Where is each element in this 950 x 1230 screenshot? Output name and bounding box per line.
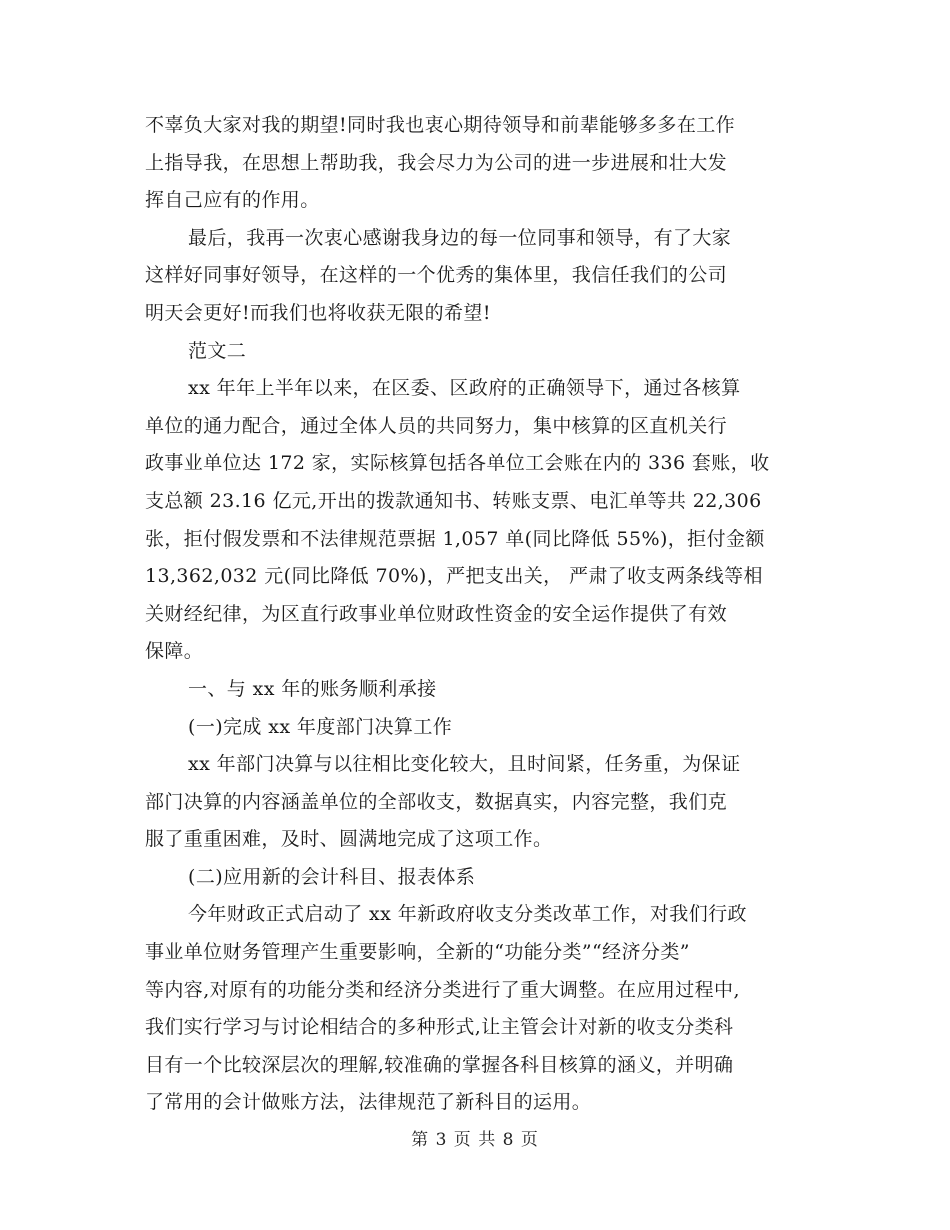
text-line: xx 年部门决算与以往相比变化较大，且时间紧，任务重，为保证 (188, 753, 741, 776)
document-body (145, 107, 815, 1122)
page-number-footer: 第 3 页 共 8 页 (411, 1130, 539, 1150)
text-line: 政事业单位达 172 家，实际核算包括各单位工会账在内的 336 套账，收 (145, 452, 770, 475)
text-line: 不辜负大家对我的期望!同时我也衷心期待领导和前辈能够多多在工作 (145, 114, 736, 136)
text-line: xx 年年上半年以来，在区委、区政府的正确领导下，通过各核算 (188, 377, 741, 400)
text-line: 保障。 (145, 640, 204, 663)
text-line: 单位的通力配合，通过全体人员的共同努力，集中核算的区直机关行 (145, 414, 728, 437)
text-line: 了常用的会计做账方法，法律规范了新科目的运用。 (145, 1091, 592, 1114)
text-line: 支总额 23.16 亿元,开出的拨款通知书、转账支票、电汇单等共 22,306 (145, 489, 762, 512)
text-line: 关财经纪律，为区直行政事业单位财政性资金的安全运作提供了有效 (145, 602, 728, 625)
subsection-heading: (一)完成 xx 年度部门决算工作 (188, 715, 453, 738)
subsection-heading: (二)应用新的会计科目、报表体系 (188, 865, 476, 888)
text-line: 我们实行学习与讨论相结合的多种形式,让主管会计对新的收支分类科 (145, 1016, 734, 1039)
text-line: 最后，我再一次衷心感谢我身边的每一位同事和领导，有了大家 (188, 226, 732, 249)
text-line: 事业单位财务管理产生重要影响，全新的“功能分类”“经济分类” (145, 941, 690, 964)
text-line: 张，拒付假发票和不法律规范票据 1,057 单(同比降低 55%)，拒付金额 (145, 527, 765, 550)
text-line: 上指导我，在思想上帮助我，我会尽力为公司的进一步进展和壮大发 (145, 151, 728, 174)
section-heading: 一、与 xx 年的账务顺利承接 (188, 677, 437, 700)
text-line: 明天会更好!而我们也将收获无限的希望! (145, 301, 491, 324)
text-line: 服了重重困难，及时、圆满地完成了这项工作。 (145, 828, 553, 851)
text-line: 挥自己应有的作用。 (145, 189, 320, 212)
text-line: 这样好同事好领导，在这样的一个优秀的集体里，我信任我们的公司 (145, 264, 728, 287)
text-line: 等内容,对原有的功能分类和经济分类进行了重大调整。在应用过程中, (145, 978, 740, 1001)
section-heading: 范文二 (188, 339, 247, 362)
text-line: 目有一个比较深层次的理解,较准确的掌握各科目核算的涵义，并明确 (145, 1053, 734, 1076)
text-line: 今年财政正式启动了 xx 年新政府收支分类改革工作，对我们行政 (188, 903, 747, 926)
text-line: 13,362,032 元(同比降低 70%)，严把支出关， 严肃了收支两条线等相 (145, 565, 763, 588)
text-line: 部门决算的内容涵盖单位的全部收支，数据真实，内容完整，我们克 (145, 790, 728, 813)
